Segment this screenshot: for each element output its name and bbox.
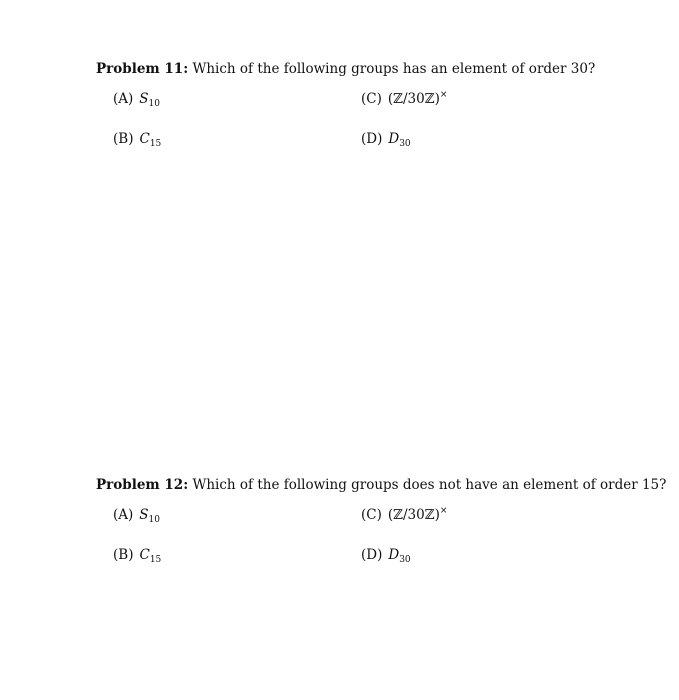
choice-letter: (C) xyxy=(361,507,382,523)
choice-symbol: (ℤ/30ℤ) xyxy=(387,91,440,107)
choice-symbol: D xyxy=(388,131,400,147)
problem-12-header xyxy=(96,476,667,494)
choice-subscript: 10 xyxy=(148,99,160,109)
choice-letter: (B) xyxy=(113,547,134,563)
choice-d xyxy=(361,130,411,148)
choice-symbol: D xyxy=(388,547,400,563)
choice-symbol: C xyxy=(139,547,150,563)
choice-superscript: × xyxy=(439,506,448,516)
choice-letter: (A) xyxy=(113,507,134,523)
problem-label: Problem 12: xyxy=(96,477,189,493)
choice-subscript: 30 xyxy=(399,555,411,565)
choice-letter: (D) xyxy=(361,131,383,147)
choice-letter: (A) xyxy=(113,91,134,107)
choice-subscript: 10 xyxy=(148,515,160,525)
choice-b xyxy=(113,130,161,148)
choice-letter: (D) xyxy=(361,547,383,563)
choice-subscript: 30 xyxy=(399,139,411,149)
problem-11 xyxy=(96,60,656,160)
choice-symbol: S xyxy=(139,507,149,523)
choice-letter: (C) xyxy=(361,91,382,107)
choice-c xyxy=(361,90,447,108)
choice-subscript: 15 xyxy=(149,139,162,149)
choice-d xyxy=(361,546,411,564)
choice-a xyxy=(113,506,160,524)
problem-12 xyxy=(96,476,667,576)
problem-label: Problem 11: xyxy=(96,61,189,77)
choice-letter: (B) xyxy=(113,131,134,147)
choice-symbol: C xyxy=(139,131,150,147)
choice-b xyxy=(113,546,161,564)
choice-superscript: × xyxy=(439,90,448,100)
choice-symbol: (ℤ/30ℤ) xyxy=(387,507,440,523)
problem-question: Which of the following groups does not have an element of order 15? xyxy=(192,477,667,493)
choice-symbol: S xyxy=(139,91,149,107)
problem-11-header xyxy=(96,60,656,78)
choice-subscript: 15 xyxy=(149,555,162,565)
problem-question: Which of the following groups has an element of order 30? xyxy=(192,61,596,77)
choice-a xyxy=(113,90,160,108)
choice-c xyxy=(361,506,447,524)
